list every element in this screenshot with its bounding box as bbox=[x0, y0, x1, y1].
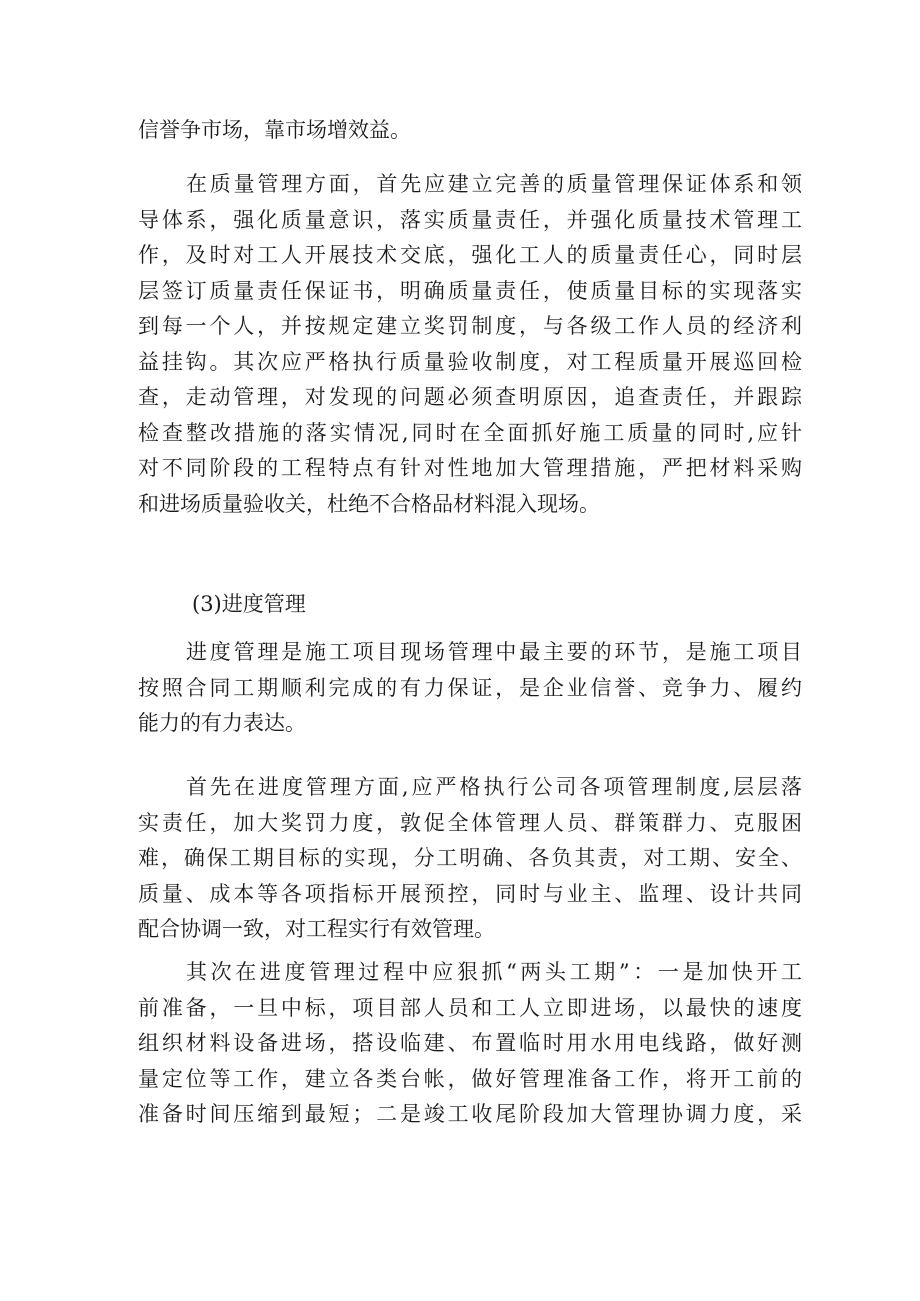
text-line: 到每一个人，并按规定建立奖罚制度，与各级工作人员的经济利 bbox=[138, 314, 802, 338]
text-line: 和进场质量验收关，杜绝不合格品材料混入现场。 bbox=[138, 491, 600, 516]
text-line: 难，确保工期目标的实现，分工明确、各负其责，对工期、安全、 bbox=[138, 846, 802, 870]
text-line: 在质量管理方面，首先应建立完善的质量管理保证体系和领 bbox=[186, 172, 802, 196]
text-line: 对不同阶段的工程特点有针对性地加大管理措施，严把材料采购 bbox=[138, 456, 802, 480]
text-line: 能力的有力表达。 bbox=[138, 711, 306, 735]
text-line: 准备时间压缩到最短；二是竣工收尾阶段加大管理协调力度，采 bbox=[138, 1102, 802, 1126]
text-line: 作，及时对工人开展技术交底，强化工人的质量责任心，同时层 bbox=[138, 243, 802, 267]
text-line: 首先在进度管理方面,应严格执行公司各项管理制度,层层落 bbox=[186, 775, 802, 799]
text-line: 前准备，一旦中标，项目部人员和工人立即进场，以最快的速度 bbox=[138, 995, 802, 1020]
text-line: 查，走动管理，对发现的问题必须查明原因，追查责任，并跟踪 bbox=[138, 385, 802, 409]
paragraph-quality-management bbox=[138, 167, 802, 522]
paragraph-schedule-second bbox=[138, 955, 802, 1133]
paragraph-schedule-intro bbox=[138, 635, 802, 742]
text-line: 其次在进度管理过程中应狠抓“两头工期”：一是加快开工 bbox=[186, 960, 802, 984]
text-line: 量定位等工作，建立各类台帐，做好管理准备工作，将开工前的 bbox=[138, 1066, 802, 1091]
text-line: 实责任，加大奖罚力度，敦促全体管理人员、群策群力、克服困 bbox=[138, 810, 802, 835]
text-line: 按照合同工期顺利完成的有力保证，是企业信誉、竞争力、履约 bbox=[138, 675, 802, 700]
paragraph-continuation bbox=[138, 113, 802, 149]
text-line: 进度管理是施工项目现场管理中最主要的环节，是施工项目 bbox=[186, 640, 802, 664]
text-line: 检查整改措施的落实情况,同时在全面抓好施工质量的同时,应针 bbox=[138, 420, 802, 445]
paragraph-schedule-first bbox=[138, 770, 802, 948]
text-line: 组织材料设备进场，搭设临建、布置临时用水用电线路，做好测 bbox=[138, 1031, 802, 1055]
text-line: 益挂钩。其次应严格执行质量验收制度，对工程质量开展巡回检 bbox=[138, 349, 802, 374]
text-line: 信誉争市场，靠市场增效益。 bbox=[138, 118, 411, 142]
text-line: 层签订质量责任保证书，明确质量责任，使质量目标的实现落实 bbox=[138, 278, 802, 303]
text-line: 导体系，强化质量意识，落实质量责任，并强化质量技术管理工 bbox=[138, 207, 802, 232]
text-line: 质量、成本等各项指标开展预控，同时与业主、监理、设计共同 bbox=[138, 881, 802, 906]
text-line: 配合协调一致，对工程实行有效管理。 bbox=[138, 917, 495, 941]
section-heading-schedule-management: (3)进度管理 bbox=[192, 592, 306, 616]
